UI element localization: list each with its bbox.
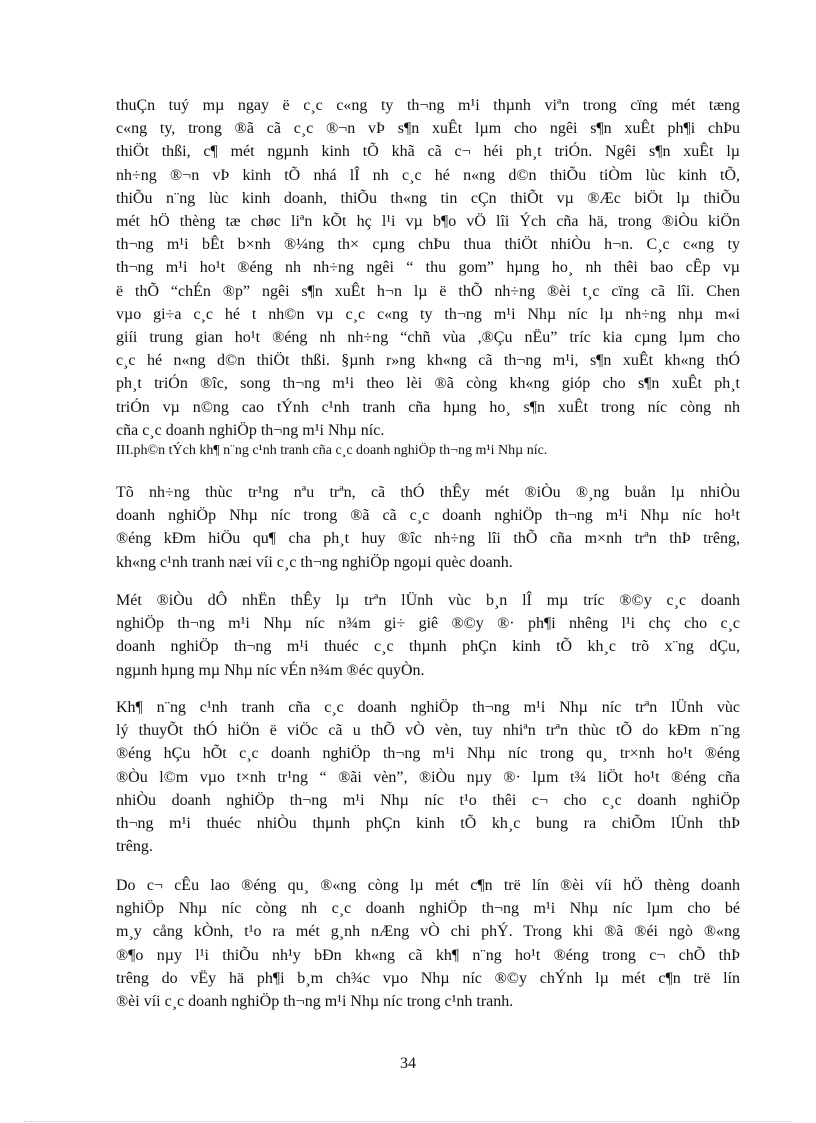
- text-line: c«ng ty, trong ®ã cã c¸c ®¬n vÞ s¶n xuÊt lµm cho ngêi s¶n xuÊt ph¶i chÞu: [116, 120, 740, 138]
- text-line: doanh nghiÖp Nhµ níc trong ®ã cã c¸c doanh nghiÖp th¬ng m¹i Nhµ níc ho¹t: [116, 507, 740, 525]
- text-line: Kh¶ n¨ng c¹nh tranh cña c¸c doanh nghiÖp th¬ng m¹i Nhµ níc trªn lÜnh vùc: [116, 699, 740, 716]
- text-line: kh«ng c¹nh tranh næi víi c¸c th¬ng nghiÖp ngoµi quèc doanh.: [116, 553, 513, 571]
- text-line: ®¶o nµy l¹i thiÕu nh¹y bÐn kh«ng cã kh¶ n¨ng ho¹t ®éng trong c¬ chÕ thÞ: [116, 946, 740, 964]
- page-number: 34: [400, 1055, 416, 1072]
- page-bottom-divider: [24, 1121, 792, 1122]
- text-line: Mét ®iÒu dÔ nhËn thÊy lµ trªn lÜnh vùc b¸n lÎ mµ tríc ®©y c¸c doanh: [116, 592, 740, 609]
- text-line: giíi trung gian ho¹t ®éng nh nh÷ng “chñ vùa ,®Çu nËu” tríc kia cµng lµm cho: [116, 329, 740, 347]
- text-line: nghiÖp Nhµ níc còng nh c¸c doanh nghiÖp th¬ng m¹i Nhµ níc lµm cho bé: [116, 900, 740, 918]
- text-line: mét hÖ thèng tæ chøc liªn kÕt hç l¹i vµ b¶o vÖ lîi Ých cña hä, trong ®iÒu kiÖn: [116, 213, 740, 231]
- text-line: ®éng hÇu hÕt c¸c doanh nghiÖp th¬ng m¹i Nhµ níc trong qu¸ tr×nh ho¹t ®éng: [116, 745, 740, 763]
- paragraph-1: [116, 94, 740, 442]
- text-line: trêng do vËy hä ph¶i b¸m ch¾c vµo Nhµ níc ®©y chÝnh lµ mét c¶n trë lín: [116, 969, 740, 987]
- text-line: ngµnh hµng mµ Nhµ níc vÉn n¾m ®éc quyÒn.: [116, 661, 425, 679]
- paragraph-4: [116, 696, 740, 858]
- text-line: doanh nghiÖp th¬ng m¹i thuéc c¸c thµnh phÇn kinh tÕ kh¸c trõ x¨ng dÇu,: [116, 638, 740, 656]
- text-line: cña c¸c doanh nghiÖp th¬ng m¹i Nhµ níc.: [116, 421, 385, 439]
- text-line: th¬ng m¹i thuéc nhiÒu thµnh phÇn kinh tÕ kh¸c bung ra chiÕm lÜnh thÞ: [116, 815, 740, 833]
- text-line: vµo gi÷a c¸c hé t nh©n vµ c¸c c«ng ty th¬ng m¹i Nhµ níc lµ nh÷ng nhµ m«i: [116, 305, 740, 323]
- text-line: ®èi víi c¸c doanh nghiÖp th¬ng m¹i Nhµ níc trong c¹nh tranh.: [116, 993, 514, 1011]
- text-line: nh÷ng ®¬n vÞ kinh tÕ nhá lÎ nh c¸c hé n«ng d©n thiÕu tiÒm lùc kinh tÕ,: [116, 166, 740, 184]
- text-line: nhiÒu doanh nghiÖp th¬ng m¹i Nhµ níc t¹o thêi c¬ cho c¸c doanh nghiÖp: [116, 791, 740, 809]
- text-line: ë thÕ “chÉn ®p” ngêi s¶n xuÊt h¬n lµ ë thÕ nh÷ng ®èi t¸c cïng cã lîi. Chen: [116, 282, 740, 300]
- text-line: ®Òu l©m vµo t×nh tr¹ng “ ®ãi vèn”, ®iÒu nµy ®· lµm t¾ liÖt ho¹t ®éng cña: [116, 768, 740, 786]
- text-line: Do c¬ cÊu lao ®éng qu¸ ®«ng còng lµ mét c¶n trë lín ®èi víi hÖ thèng doanh: [116, 877, 740, 894]
- text-line: thuÇn tuý mµ ngay ë c¸c c«ng ty th¬ng m¹i thµnh viªn trong cïng mét tæng: [116, 97, 740, 114]
- text-line: m¸y cång kÒnh, t¹o ra mét g¸nh nÆng vÒ chi phÝ. Trong khi ®ã ®éi ngò ®«ng: [116, 923, 740, 941]
- text-line: th¬ng m¹i ho¹t ®éng nh nh÷ng ngêi “ thu gom” hµng ho¸ nh thêi bao cÊp vµ: [116, 259, 740, 277]
- text-line: thiÕu n¨ng lùc kinh doanh, thiÕu th«ng tin cÇn thiÕt vµ ®Æc biÖt lµ thiÕu: [116, 189, 740, 207]
- paragraph-3: [116, 589, 740, 682]
- text-line: thiÖt thßi, c¶ mét ngµnh kinh tÕ khã cã c¬ héi ph¸t triÓn. Ngêi s¶n xuÊt lµ: [116, 143, 740, 161]
- text-line: lý thuyÕt thÓ hiÖn ë viÖc cã u thÕ vÒ vèn, tuy nhiªn trªn thùc tÕ do kÐm n¨ng: [116, 722, 740, 740]
- paragraph-2: [116, 481, 740, 574]
- text-line: Tõ nh÷ng thùc tr¹ng nªu trªn, cã thÓ thÊy mét ®iÒu ®¸ng buån lµ nhiÒu: [116, 484, 740, 501]
- text-line: triÓn vµ n©ng cao tÝnh c¹nh tranh cña hµng ho¸ s¶n xuÊt trong níc còng nh: [116, 398, 740, 416]
- section-heading: III.ph©n tÝch kh¶ n¨ng c¹nh tranh cña c¸c doanh nghiÖp th¬ng m¹i Nhµ níc.: [116, 443, 548, 458]
- text-line: c¸c hé n«ng d©n thiÖt thßi. §µnh r»ng kh«ng cã th¬ng m¹i, s¶n xuÊt kh«ng thÓ: [116, 352, 740, 370]
- text-line: th¬ng m¹i bÊt b×nh ®¼ng th× cµng chÞu thua thiÖt nhiÒu h¬n. C¸c c«ng ty: [116, 236, 740, 254]
- text-line: trêng.: [116, 838, 153, 856]
- paragraph-5: [116, 874, 740, 1013]
- text-line: ph¸t triÓn ®îc, song th¬ng m¹i theo lèi ®ã còng kh«ng gióp cho s¶n xuÊt ph¸t: [116, 375, 740, 393]
- text-line: nghiÖp th¬ng m¹i Nhµ níc n¾m gi÷ giê ®©y ®· ph¶i nhêng l¹i chç cho c¸c: [116, 615, 740, 633]
- text-line: ®éng kÐm hiÖu qu¶ cha ph¸t huy ®îc nh÷ng lîi thÕ cña m×nh trªn thÞ trêng,: [116, 530, 740, 548]
